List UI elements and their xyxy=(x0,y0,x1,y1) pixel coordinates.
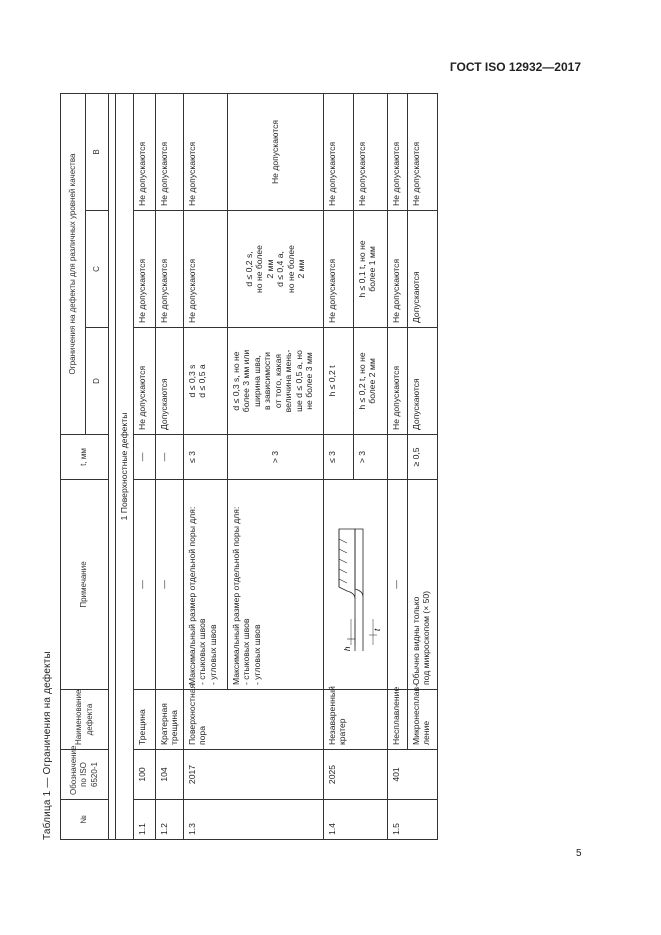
row-b: Не допускаются xyxy=(407,93,437,210)
row-code: 2025 xyxy=(323,750,387,800)
col-levels-header: Ограничения на дефекты для различных уровней качества xyxy=(61,93,86,434)
table-row xyxy=(183,93,227,839)
row-note xyxy=(407,480,437,690)
row-c xyxy=(227,211,323,328)
row-d: h ≤ 0,2 t xyxy=(323,328,353,435)
note-line: Максимальный размер отдельной поры для: xyxy=(186,506,197,685)
value-line: более 3 мм или xyxy=(241,349,251,413)
row-d xyxy=(353,328,387,435)
value-line: более 2 мм xyxy=(367,358,377,404)
table-row xyxy=(323,93,353,839)
row-d: Допускаются xyxy=(155,328,183,435)
value-line: но не более xyxy=(254,245,264,293)
row-name: Кратерная трещина xyxy=(155,690,183,750)
row-c: Не допускаются xyxy=(323,211,353,328)
row-t: ≥ 0,5 xyxy=(407,435,437,480)
note-line: - угловых швов xyxy=(207,624,218,685)
table-header-row xyxy=(61,93,86,839)
row-num: 1.4 xyxy=(323,800,387,840)
row-t: > 3 xyxy=(227,435,323,480)
row-note: — xyxy=(155,480,183,690)
crater-figure xyxy=(333,510,381,660)
value-line: d ≤ 0,4 a, xyxy=(275,251,285,287)
value-line: в зависимости xyxy=(262,352,272,410)
table-row xyxy=(387,93,407,839)
row-name: Несплавление xyxy=(387,690,407,750)
section-title: 1 Поверхностные дефекты xyxy=(116,93,134,839)
row-b: Не допускаются xyxy=(183,93,227,210)
value-line: d ≤ 0,3 s, но не xyxy=(230,351,241,411)
row-d xyxy=(227,328,323,435)
row-c: Не допускаются xyxy=(183,211,227,328)
table-row xyxy=(155,93,183,839)
row-num: 1.2 xyxy=(155,800,183,840)
value-line: h ≤ 0,2 t, но не xyxy=(356,352,367,410)
row-code: 100 xyxy=(133,750,155,800)
col-c-header: C xyxy=(86,211,109,328)
table-row xyxy=(133,93,155,839)
col-note-header: Примечание xyxy=(61,480,109,690)
row-b: Не допускаются xyxy=(353,93,387,210)
row-t xyxy=(387,435,407,480)
row-b: Не допускаются xyxy=(155,93,183,210)
row-d: Допускаются xyxy=(407,328,437,435)
row-note: — xyxy=(387,480,407,690)
row-b: Не допускаются xyxy=(227,93,323,210)
row-name: Трещина xyxy=(133,690,155,750)
row-t: ≤ 3 xyxy=(183,435,227,480)
row-c: Не допускаются xyxy=(155,211,183,328)
row-d: Не допускаются xyxy=(387,328,407,435)
row-name: Поверхностная пора xyxy=(183,690,323,750)
col-code-header: Обозначение по ISO 6520-1 xyxy=(61,750,109,800)
col-num-header: № xyxy=(61,800,109,840)
value-line: но не более xyxy=(285,245,296,293)
value-line: более 1 мм xyxy=(367,246,377,292)
row-b: Не допускаются xyxy=(387,93,407,210)
row-t: — xyxy=(155,435,183,480)
row-name: Незаваренный кратер xyxy=(323,690,387,750)
row-t: — xyxy=(133,435,155,480)
row-num: 1.5 xyxy=(387,800,437,840)
defects-table xyxy=(60,93,438,840)
note-line: Максимальный размер отдельной поры для: xyxy=(230,506,241,685)
row-num: 1.3 xyxy=(183,800,323,840)
empty-spacer-row xyxy=(109,93,116,839)
row-code: 401 xyxy=(387,750,437,800)
note-line: - стыковых швов xyxy=(197,618,207,685)
note-line: под микроскопом (× 50) xyxy=(421,590,431,685)
row-d: Не допускаются xyxy=(133,328,155,435)
row-c xyxy=(353,211,387,328)
note-line: - угловых швов xyxy=(251,624,262,685)
value-line: не более 3 мм xyxy=(304,352,314,410)
table-caption: Таблица 1 — Ограничения на дефекты xyxy=(42,651,53,840)
value-line: ширина шва, xyxy=(251,355,262,407)
row-b: Не допускаются xyxy=(323,93,353,210)
rotated-table-block xyxy=(40,92,445,840)
note-line: Обычно видны только xyxy=(410,596,421,685)
value-line: величина мень- xyxy=(283,349,293,413)
value-line: от того, какая xyxy=(272,353,283,409)
row-note: — xyxy=(133,480,155,690)
value-line: 2 мм xyxy=(264,259,275,279)
value-line: d ≤ 0,2 s, xyxy=(243,251,254,287)
value-line: h ≤ 0,1 t, но не xyxy=(356,240,367,298)
row-c: Не допускаются xyxy=(387,211,407,328)
page-number: 5 xyxy=(576,848,582,859)
figure-label-t: t xyxy=(372,629,382,632)
value-line: 2 мм xyxy=(296,259,306,279)
row-code: 104 xyxy=(155,750,183,800)
col-d-header: D xyxy=(86,328,109,435)
row-num: 1.1 xyxy=(133,800,155,840)
col-t-header: t, мм xyxy=(61,435,109,480)
row-d xyxy=(183,328,227,435)
row-note xyxy=(323,480,387,690)
row-t: ≤ 3 xyxy=(323,435,353,480)
value-line: d ≤ 0,3 s xyxy=(186,364,197,398)
figure-label-h: h xyxy=(342,647,352,652)
row-code: 2017 xyxy=(183,750,323,800)
section-row xyxy=(116,93,134,839)
row-note xyxy=(227,480,323,690)
row-c: Допускаются xyxy=(407,211,437,328)
row-note xyxy=(183,480,227,690)
row-name: Микронесплав-ление xyxy=(407,690,437,750)
row-t: > 3 xyxy=(353,435,387,480)
table-row xyxy=(407,93,437,839)
col-name-header: Наименование дефекта xyxy=(61,690,109,750)
row-b: Не допускаются xyxy=(133,93,155,210)
note-line: - стыковых швов xyxy=(241,618,251,685)
document-id: ГОСТ ISO 12932—2017 xyxy=(449,60,581,74)
value-line: ше d ≤ 0,5 a, но xyxy=(293,350,304,412)
col-b-header: B xyxy=(86,93,109,210)
row-c: Не допускаются xyxy=(133,211,155,328)
value-line: d ≤ 0,5 a xyxy=(197,364,207,398)
